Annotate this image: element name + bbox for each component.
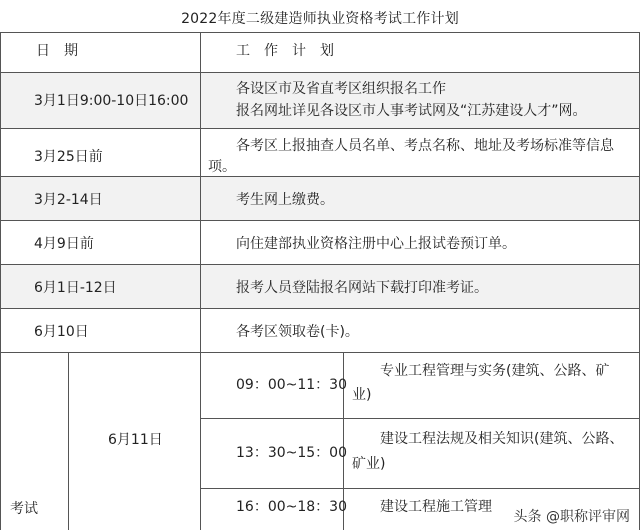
session-time: 16：00~18：30 [236, 499, 347, 515]
exam-schedule-table [0, 32, 640, 530]
row-divider [0, 308, 640, 309]
row-divider [0, 176, 640, 177]
table-border-top [0, 32, 640, 33]
row-date: 3月1日9:00-10日16:00 [34, 93, 189, 109]
row-divider [0, 128, 640, 129]
session-divider [200, 488, 640, 489]
row-plan-line: 报名网址详见各设区市人事考试网及“江苏建设人才”网。 [236, 103, 587, 119]
row-divider [0, 352, 640, 353]
row-plan-line: 报考人员登陆报名网站下载打印准考证。 [236, 280, 488, 296]
document-title: 2022年度二级建造师执业资格考试工作计划 [181, 11, 459, 27]
session-subject-line: 建设工程法规及相关知识(建筑、公路、 [380, 431, 624, 447]
row-date: 3月2-14日 [34, 192, 103, 208]
header-plan: 工 作 计 划 [236, 43, 334, 59]
session-subject-line: 专业工程管理与实务(建筑、公路、矿 [380, 363, 610, 379]
header-date: 日 期 [36, 43, 78, 59]
row-plan-line: 项。 [208, 159, 236, 175]
row-divider [0, 220, 640, 221]
row-date: 6月1日-12日 [34, 280, 117, 296]
column-divider [200, 32, 201, 530]
row-plan-line: 向住建部执业资格注册中心上报试卷预订单。 [236, 236, 516, 252]
row-divider [0, 72, 640, 73]
row-plan-line: 各考区上报抽查人员名单、考点名称、地址及考场标准等信息 [236, 138, 614, 154]
row-divider [0, 264, 640, 265]
table-border-left [0, 32, 1, 530]
exam-label-divider [68, 352, 69, 530]
session-time: 13：30~15：00 [236, 445, 347, 461]
row-date: 6月10日 [34, 324, 89, 340]
row-plan-line: 各设区市及省直考区组织报名工作 [236, 81, 446, 97]
exam-day: 6月11日 [108, 432, 163, 448]
row-date: 4月9日前 [34, 236, 94, 252]
session-time: 09：00~11：30 [236, 377, 347, 393]
session-subject-line: 业) [352, 387, 372, 403]
session-subject-line: 矿业) [352, 456, 386, 472]
session-divider [200, 418, 640, 419]
row-date: 3月25日前 [34, 149, 103, 165]
row-plan-line: 考生网上缴费。 [236, 192, 334, 208]
row-plan-line: 各考区领取卷(卡)。 [236, 324, 359, 340]
source-watermark: 头条 @职称评审网 [512, 506, 632, 526]
exam-label: 考试 [10, 501, 38, 517]
session-subject-line: 建设工程施工管理 [380, 499, 492, 515]
